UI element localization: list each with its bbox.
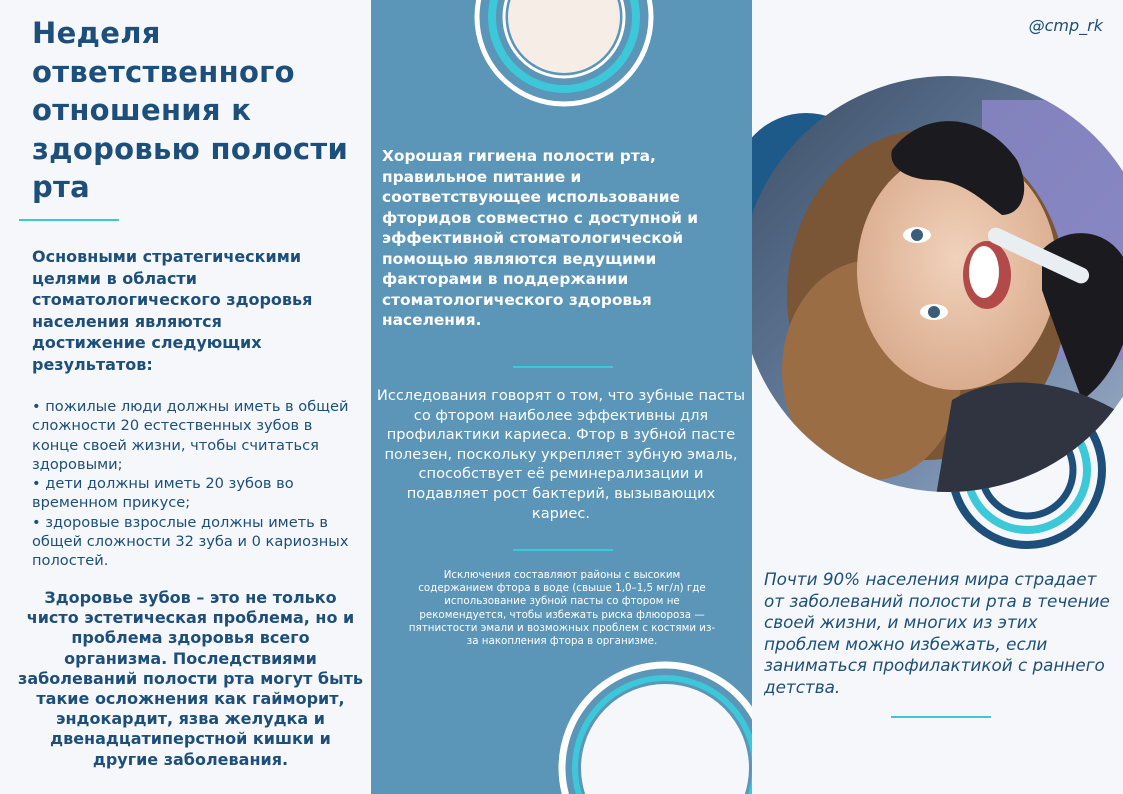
social-handle: @cmp_rk — [1028, 16, 1103, 35]
middle-panel — [371, 0, 752, 794]
goals-lead: Основными стратегическими целями в области стоматологического здоровья населения являются достижение следующих результатов: — [32, 247, 313, 374]
mid-divider-2 — [513, 549, 613, 551]
health-paragraph: Здоровье зубов – это не только чисто эстетическая проблема, но и проблема здоровья всего организма. Последствиями заболеваний полости рта могут быть такие осложнения как гайморит, эндокардит, язва желудка и двенадцатиперстной кишки и другие заболевания. — [18, 588, 363, 769]
left-column — [0, 0, 371, 794]
right-divider — [891, 716, 991, 718]
right-column — [752, 0, 1123, 794]
prevalence-paragraph: Почти 90% населения мира страдает от заболеваний полости рта в течение своей жизни, и многих из этих проблем можно избежать, если заниматься профилактикой с раннего детства. — [764, 569, 1110, 697]
dental-patient-photo — [752, 70, 1123, 520]
fluoride-note: Исключения составляют районы с высоким содержанием фтора в воде (свыше 1,0–1,5 мг/л) где использование зубной пасты со фтором не рекомендуется, чтобы избежать риска флюороза — пятнистости эмали и возможных проблем с костями из-за накопления фтора в организме. — [408, 569, 716, 648]
mid-divider-1 — [513, 366, 613, 368]
research-paragraph: Исследования говорят о том, что зубные пасты со фтором наиболее эффективны для профилактики кариеса. Фтор в зубной пасте полезен, поскольку укрепляет зубную эмаль, способствует её реминерализации и подавляет рост бактерий, вызывающих кариес. — [376, 387, 746, 522]
list-item: • здоровые взрослые должны иметь в общей сложности 32 зуба и 0 кариозных полостей. — [32, 513, 349, 570]
hygiene-paragraph: Хорошая гигиена полости рта, правильное питание и соответствующее использование фторидов совместно с доступной и эффективной стоматологической помощью являются ведущими факторами в поддержании стоматологического здоровья населения. — [382, 147, 699, 329]
list-item: • дети должны иметь 20 зубов во временном прикусе; — [32, 475, 294, 512]
title-divider — [19, 219, 119, 221]
page-title: Неделя ответственного отношения к здоровью полости рта — [32, 16, 349, 204]
list-item: • пожилые люди должны иметь в общей сложности 20 естественных зубов в конце своей жизни, чтобы считаться здоровыми; — [32, 398, 349, 473]
goals-list — [32, 397, 352, 571]
